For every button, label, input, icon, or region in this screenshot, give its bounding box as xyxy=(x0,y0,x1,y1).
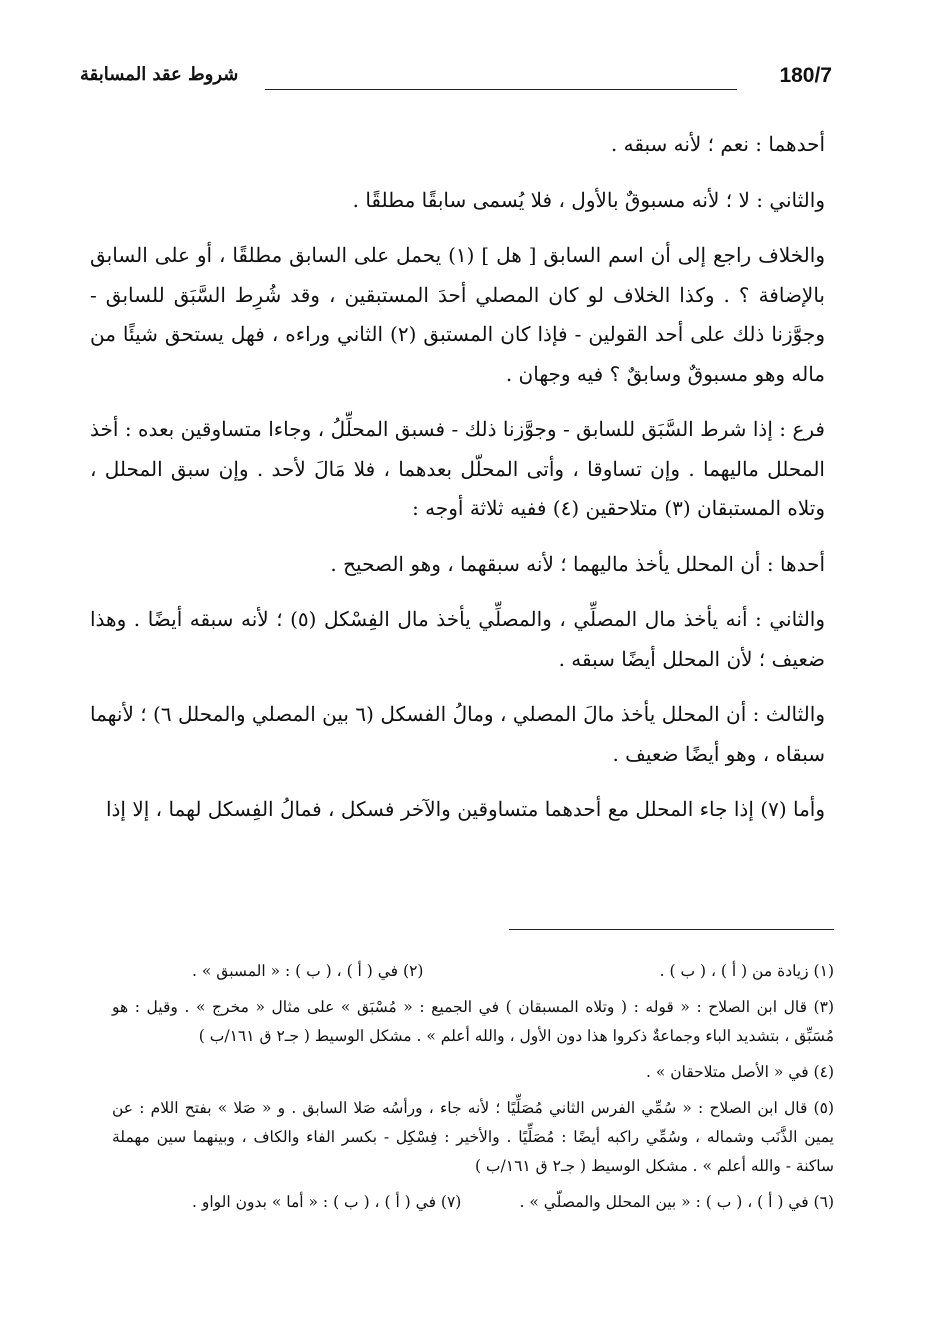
footnote: (٣) قال ابن الصلاح : « قوله : ( وتلاه المسبقان ) في الجميع : « مُسْبَق » على مثال « مخرج » . وقيل : هو مُسَبِّق ، بتشديد الباء وجماعةٌ ذكروا هذا دون الأول ، والله أعلم » . مشكل الوسيط ( جـ٢ ق ١٦١/ب ) xyxy=(112,998,834,1045)
page-header xyxy=(80,62,832,98)
paragraph: وأما (٧) إذا جاء المحلل مع أحدهما متساوقين والآخر فسكل ، فمالُ الفِسكل لهما ، إلا إذا xyxy=(105,797,825,821)
paragraph: والخلاف راجع إلى أن اسم السابق [ هل ] (١) يحمل على السابق مطلقًا ، أو على السابق بالإضافة ؟ . وكذا الخلاف لو كان المصلي أحدَ المستبقين ، وقد شُرِط السَّبَق للسابق - وجوَّزنا ذلك على أحد القولين - فإذا كان المستبق (٢) الثاني وراءه ، فهل يستحق شيئًا من ماله وهو مسبوقٌ وسابقٌ ؟ فيه وجهان . xyxy=(90,243,825,386)
paragraph: أحدها : أن المحلل يأخذ ماليهما ؛ لأنه سبقهما ، وهو الصحيح . xyxy=(330,551,825,576)
paragraph: والثاني : لا ؛ لأنه مسبوقٌ بالأول ، فلا يُسمى سابقًا مطلقًا . xyxy=(352,187,825,212)
main-text xyxy=(90,125,825,846)
footnote: (٧) في ( أ ) ، ( ب ) : « أما » بدون الواو . xyxy=(192,1193,462,1211)
footnote: (١) زيادة من ( أ ) ، ( ب ) . xyxy=(659,962,834,980)
paragraph: والثاني : أنه يأخذ مال المصلِّي ، والمصلِّي يأخذ مال الفِسْكل (٥) ؛ لأنه سبقه أيضًا . وهذا ضعيف ؛ لأن المحلل أيضًا سبقه . xyxy=(90,607,826,671)
header-rule xyxy=(265,89,737,90)
footnote: (٤) في « الأصل متلاحقان » . xyxy=(645,1063,834,1081)
footnote-row xyxy=(112,1188,834,1217)
footnote: (٢) في ( أ ) ، ( ب ) : « المسبق » . xyxy=(192,962,424,980)
footnote: (٥) قال ابن الصلاح : « سُمِّي الفرس الثاني مُصَلِّيًا ؛ لأنه جاء ، ورأسُه صَلا السابق . و « صَلا » بفتح اللام : عن يمين الذَّنَب وشماله ، وسُمِّي راكبه أيضًا : مُصَلِّيًا . والأخير : فِسْكِل - بكسر الفاء والكاف ، وبينهما سين مهملة ساكنة - والله أعلم » . مشكل الوسيط ( جـ٢ ق ١٦١/ب ) xyxy=(112,1099,834,1175)
footnote-row xyxy=(112,957,834,986)
footnotes xyxy=(112,957,834,1217)
paragraph: أحدهما : نعم ؛ لأنه سبقه . xyxy=(610,132,825,156)
page-number: 180/7 xyxy=(779,64,832,87)
paragraph: والثالث : أن المحلل يأخذ مالَ المصلي ، ومالُ الفسكل (٦ بين المصلي والمحلل ٦) ؛ لأنهما سبقاه ، وهو أيضًا ضعيف . xyxy=(90,702,825,766)
footnote: (٦) في ( أ ) ، ( ب ) : « بين المحلل والمصلّي » . xyxy=(519,1193,834,1211)
paragraph: فرع : إذا شرط السَّبَق للسابق - وجوَّزنا ذلك - فسبق المحلِّلُ ، وجاءا متساوقين بعده : أخذ المحلل ماليهما . وإن تساوقا ، وأتى المحلّل بعدهما ، فلا مَالَ لأحد . وإن سبق المحلل ، وتلاه المستبقان (٣) متلاحقين (٤) ففيه ثلاثة أوجه : xyxy=(90,417,825,520)
footnote-separator xyxy=(509,929,834,930)
running-title: شروط عقد المسابقة xyxy=(80,64,239,85)
